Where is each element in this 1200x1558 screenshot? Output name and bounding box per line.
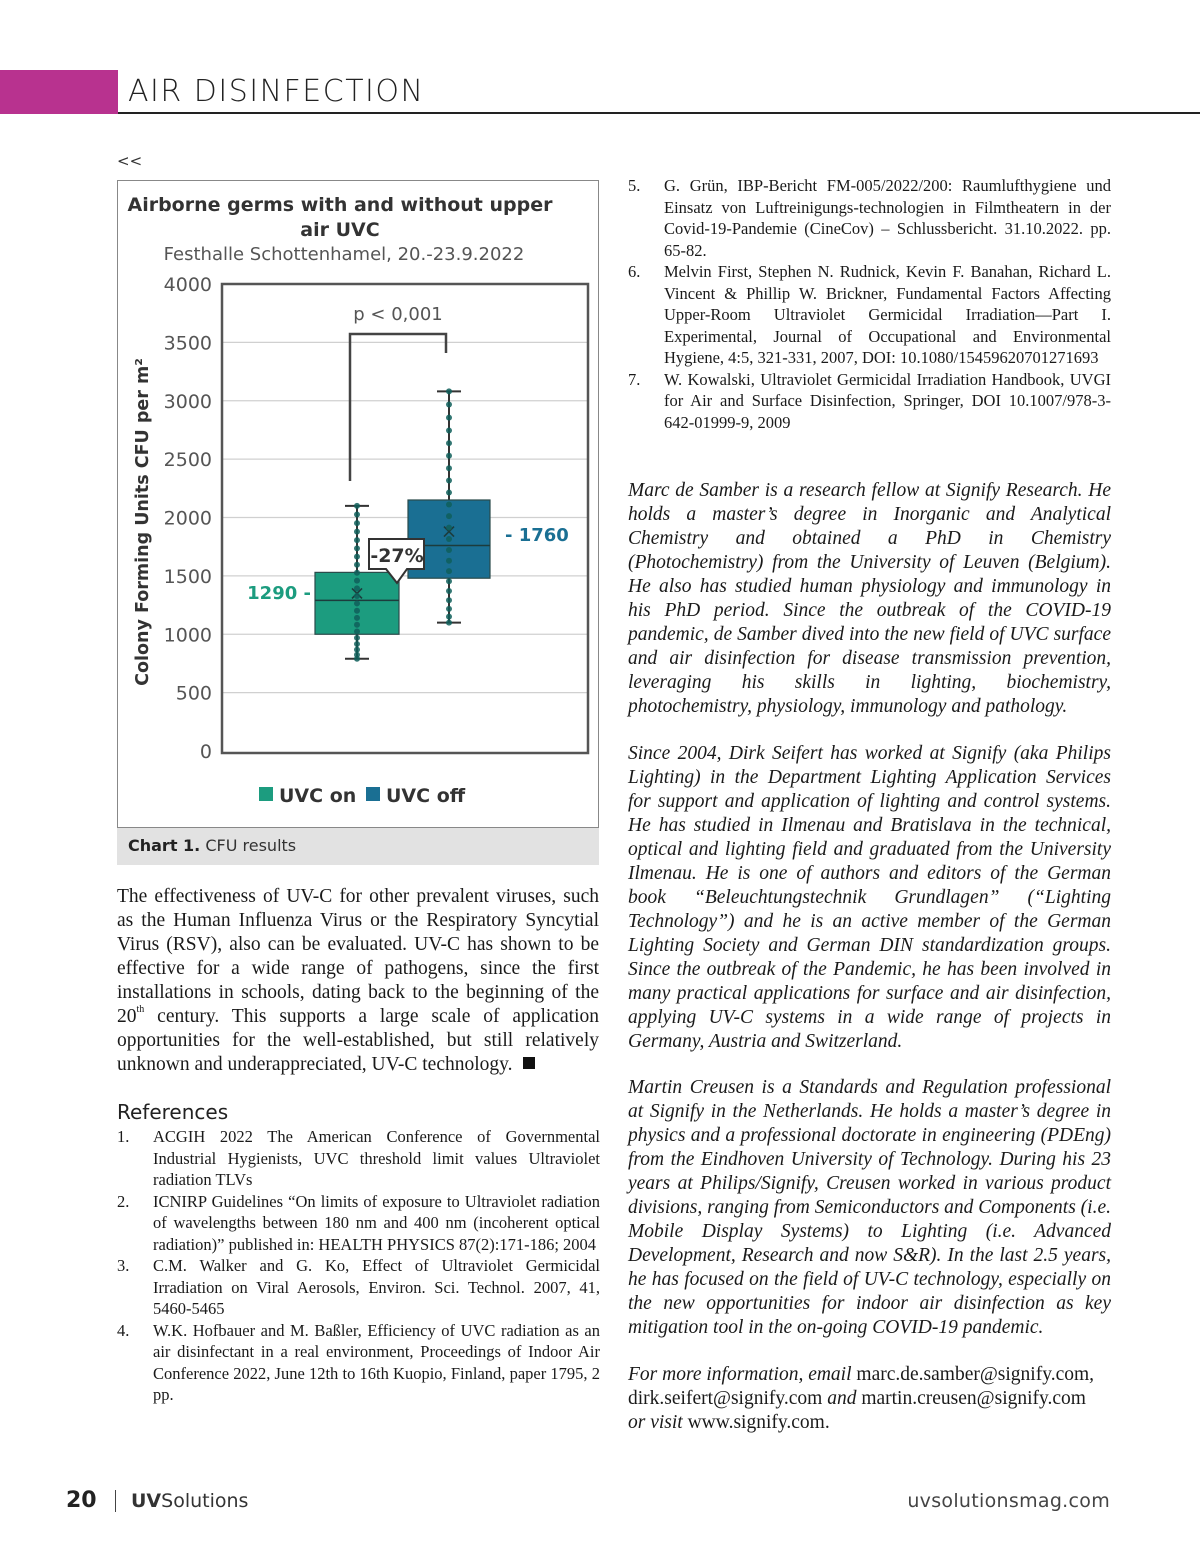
box-uvc-off: [408, 388, 490, 625]
reference-item: 2. ICNIRP Guidelines “On limits of exposure to Ultraviolet radiation of wavelengths between 180 nm and 400 nm (incoherent optical radiation)” published in: HEALTH PHYSICS 87(2):171-186; 2004: [117, 1191, 600, 1254]
body-text-part2: century. This supports a large scale of application opportunities for the well-established, but still relatively unknown and underappreciated, UV-C technology.: [117, 1006, 599, 1075]
data-point: [354, 608, 360, 614]
body-text-part1: The effectiveness of UV-C for other prevalent viruses, such as the Human Influenza Virus or the Respiratory Syncytial Virus (RSV), also can be evaluated. UV-C has shown to be effective for a wide range of pathogens, since the first installations in schools, dating back to the beginning of the 20: [117, 886, 599, 1027]
email-link-seifert[interactable]: dirk.seifert@signify.com: [628, 1388, 823, 1409]
data-point: [354, 628, 360, 634]
legend-swatch-uvc-off: [366, 787, 380, 801]
chart-title-line2: air UVC: [300, 219, 380, 241]
email-link-creusen[interactable]: martin.creusen@signify.com: [861, 1388, 1086, 1409]
data-point: [446, 620, 452, 626]
data-point: [354, 641, 360, 647]
data-point: [446, 597, 452, 603]
page-number: 20: [66, 1488, 97, 1513]
data-point: [446, 427, 452, 433]
data-point: [446, 465, 452, 471]
data-point: [446, 490, 452, 496]
chart-legend: [259, 785, 466, 807]
section-accent-bar: [0, 70, 118, 114]
magazine-brand: UVSolutions: [131, 1490, 249, 1512]
reference-item: 6. Melvin First, Stephen N. Rudnick, Kevin F. Banahan, Richard L. Vincent & Phillip W. Brickner, Fundamental Factors Affecting Upper-Room Ultraviolet Germicidal Irradiation—Part I. Experimental, Journal of Occupational and Environmental Hygiene, 4:5, 321-331, 2007, DOI: 10.1080/15459620701271693: [628, 262, 1111, 367]
data-point: [446, 525, 452, 531]
reference-item: 7. W. Kowalski, Ultraviolet Germicidal Irradiation Handbook, UVGI for Air and Surface Disinfection, Springer, DOI 10.1007/978-3-642-01999-9, 2009: [628, 369, 1111, 432]
data-point: [354, 578, 360, 584]
data-point: [354, 600, 360, 606]
section-title: AIR DISINFECTION: [128, 74, 425, 109]
chart-caption-text: CFU results: [205, 836, 297, 855]
legend-swatch-uvc-on: [259, 787, 273, 801]
data-point: [354, 585, 360, 591]
reference-item: 5. G. Grün, IBP-Bericht FM-005/2022/200: Raumlufthygiene und Einsatz von Luftreinigungs-technologien in Filmtheatern in der Covid-19-Pandemie (CineCov) – Schlussbericht. 31.10.2022. pp. 65-82.: [628, 176, 1111, 260]
data-point: [446, 402, 452, 408]
data-point: [354, 622, 360, 628]
data-point: [446, 415, 452, 421]
data-point: [446, 388, 452, 394]
data-point: [446, 588, 452, 594]
references-heading: References: [117, 1100, 229, 1124]
data-point: [354, 520, 360, 526]
continued-marker: <<: [117, 152, 143, 170]
data-point: [354, 512, 360, 518]
data-point: [354, 503, 360, 509]
references-list-left: [117, 1126, 600, 1406]
reference-item: 1. ACGIH 2022 The American Conference of Governmental Industrial Hygienists, UVC threshold limit values Ultraviolet radiation TLVs: [117, 1127, 600, 1189]
magazine-website: uvsolutionsmag.com: [907, 1490, 1110, 1512]
email-link-samber[interactable]: marc.de.samber@signify.com: [856, 1364, 1090, 1385]
y-tick-label: 2500: [163, 449, 212, 472]
end-of-article-mark: [523, 1057, 535, 1069]
data-point: [446, 568, 452, 574]
contact-info: For more information, email marc.de.samber@signify.com, dirk.seifert@signify.com and martin.creusen@signify.com or visit www.signify.com.: [628, 1364, 1095, 1433]
p-value-label: p < 0,001: [353, 304, 443, 325]
y-tick-label: 3500: [163, 332, 212, 355]
data-point: [354, 545, 360, 551]
data-point: [446, 606, 452, 612]
y-tick-label: 0: [199, 741, 212, 763]
uvc-on-median-label: 1290 -: [247, 583, 311, 604]
chart-title-line1: Airborne germs with and without upper: [127, 194, 553, 216]
legend-label-uvc-off: UVC off: [386, 785, 466, 807]
y-tick-label: 2000: [163, 507, 212, 530]
header-divider: [118, 112, 1200, 114]
superscript-th: th: [136, 1004, 145, 1015]
data-point: [354, 635, 360, 641]
footer-divider: [115, 1490, 116, 1512]
reduction-percent-label: -27%: [370, 545, 424, 567]
data-point: [354, 529, 360, 535]
body-paragraph: [117, 885, 599, 1077]
chart-subtitle: Festhalle Schottenhamel, 20.-23.9.2022: [163, 244, 525, 265]
data-point: [446, 558, 452, 564]
reference-item: 3. C.M. Walker and G. Ko, Effect of Ultraviolet Germicidal Irradiation on Viral Aerosols, Environ. Sci. Technol. 2007, 41, 5460-5465: [117, 1256, 600, 1318]
data-point: [354, 615, 360, 621]
data-point: [354, 554, 360, 560]
data-point: [354, 537, 360, 543]
reference-item: 4. W.K. Hofbauer and M. Baßler, Efficiency of UVC radiation as an air disinfectant in a real environment, Proceedings of Indoor Air Conference 2022, June 12th to 16th Kuopio, Finland, paper 1795, 2 pp.: [117, 1320, 600, 1404]
bio-martin-creusen: Martin Creusen is a Standards and Regulation professional at Signify in the Netherlands. He holds a master’s degree in physics and a professional doctorate in engineering (PDEng) from the Eindhoven University of Technology. During his 23 years at Philips/Signify, Creusen worked in various product divisions, ranging from Semiconductors and Components (i.e. Mobile Display Systems) to Lighting (i.e. Advanced Development, Research and now S&R). In the last 2.5 years, he has focused on the field of UV-C technology, especially on the new opportunities for indoor air disinfection as key mitigation tool in the on-going COVID-19 pandemic.: [628, 1077, 1111, 1338]
chart-caption: [117, 828, 599, 865]
data-point: [446, 536, 452, 542]
uvc-off-median-label: - 1760: [505, 525, 569, 546]
y-tick-label: 1000: [163, 624, 212, 647]
data-point: [354, 570, 360, 576]
cfu-box-plot: [118, 181, 598, 827]
data-point: [354, 562, 360, 568]
data-point: [446, 614, 452, 620]
legend-label-uvc-on: UVC on: [279, 785, 357, 807]
data-point: [354, 593, 360, 599]
data-point: [446, 440, 452, 446]
data-point: [446, 547, 452, 553]
data-point: [446, 578, 452, 584]
data-point: [354, 647, 360, 653]
data-point: [446, 477, 452, 483]
y-tick-label: 1500: [163, 565, 212, 588]
references-list-right: [628, 175, 1111, 433]
bio-dirk-seifert: Since 2004, Dirk Seifert has worked at Signify (aka Philips Lighting) in the Department Lighting Application Services for support and application of lighting and control systems. He has studied in Ilmenau and Bratislava in the technical, optical and lighting field and graduated from the University Ilmenau. He is one of authors and editors of the German book “Beleuchtungstechnik Grundlagen” (“Lighting Technology”) and he is an active member of the German Lighting Society and German DIN standardization groups. Since the outbreak of the Pandemic, he has been involved in many practical applications for surface and air disinfection, applying UV-C systems in a wide range of projects in Germany, Austria and Switzerland.: [628, 743, 1111, 1052]
y-tick-label: 4000: [163, 274, 212, 296]
y-tick-label: 3000: [163, 390, 212, 413]
chart-caption-label: Chart 1.: [128, 836, 201, 855]
bio-marc-de-samber: Marc de Samber is a research fellow at Signify Research. He holds a master’s degree in Inorganic and Analytical Chemistry and obtained a PhD in Chemistry (Photochemistry) from the University of Leuven (Belgium). He also has studied human physiology and immunology in his PhD period. Since the outbreak of the COVID-19 pandemic, de Samber dived into the new field of UVC surface and air disinfection for disease transmission prevention, leveraging his skills in lighting, biochemistry, photochemistry, physiology, immunology and pathology.: [628, 480, 1111, 717]
data-point: [446, 453, 452, 459]
box-uvc-on: [315, 503, 399, 662]
data-point: [446, 513, 452, 519]
data-point: [354, 652, 360, 658]
plot-area-border: [222, 284, 588, 753]
chart-y-axis-label: Colony Forming Units CFU per m²: [133, 358, 153, 686]
website-link[interactable]: www.signify.com: [687, 1412, 825, 1433]
data-point: [446, 501, 452, 507]
y-tick-label: 500: [175, 682, 212, 705]
chart-figure: [117, 180, 599, 828]
